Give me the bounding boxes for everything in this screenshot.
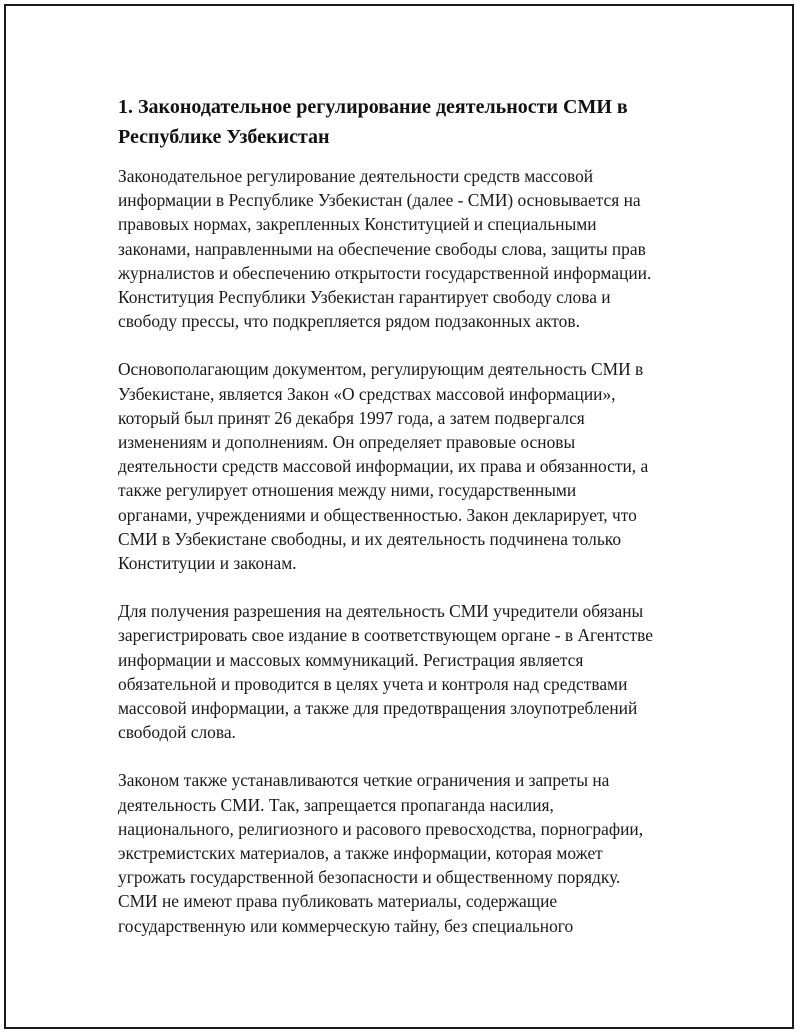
text-line: государственную или коммерческую тайну, без специального <box>118 915 574 936</box>
text-line: Узбекистане, является Закон «О средствах массовой информации», <box>118 383 616 404</box>
text-line: который был принят 26 декабря 1997 года, а затем подвергался <box>118 407 585 428</box>
text-line: обязательной и проводится в целях учета и контроля над средствами <box>118 673 628 694</box>
text-line: деятельность СМИ. Так, запрещается пропаганда насилия, <box>118 794 554 815</box>
text-line: массовой информации, а также для предотвращения злоупотреблений <box>118 698 638 719</box>
text-line: национального, религиозного и расового превосходства, порнографии, <box>118 818 644 839</box>
text-line: свободу прессы, что подкрепляется рядом подзаконных актов. <box>118 311 580 332</box>
text-line: СМИ не имеют права публиковать материалы, содержащие <box>118 891 558 912</box>
text-line: информации в Республике Узбекистан (далее - СМИ) основывается на <box>118 190 641 211</box>
text-line: изменениям и дополнениям. Он определяет правовые основы <box>118 432 576 453</box>
text-line: СМИ в Узбекистане свободны, и их деятельность подчинена только <box>118 528 622 549</box>
text-line: Для получения разрешения на деятельность СМИ учредители обязаны <box>118 601 644 622</box>
text-line: Основополагающим документом, регулирующим деятельность СМИ в <box>118 359 644 380</box>
text-line: угрожать государственной безопасности и общественному порядку. <box>118 867 621 888</box>
text-line: деятельности средств массовой информации, их права и обязанности, а <box>118 456 649 477</box>
text-line: Законом также устанавливаются четкие ограничения и запреты на <box>118 770 610 791</box>
text-line: свободой слова. <box>118 722 236 743</box>
text-line: также регулирует отношения между ними, государственными <box>118 480 577 501</box>
text-line: Конституции и законам. <box>118 553 297 574</box>
text-line: журналистов и обеспечению открытости государственной информации. <box>118 262 652 283</box>
text-line: зарегистрировать свое издание в соответствующем органе - в Агентстве <box>118 625 653 646</box>
text-line: экстремистских материалов, а также информации, которая может <box>118 843 603 864</box>
section-heading <box>118 92 698 152</box>
text-line: правовых нормах, закрепленных Конституцией и специальными <box>118 214 597 235</box>
paragraph-1 <box>118 164 698 333</box>
heading-line: Республике Узбекистан <box>118 126 330 148</box>
paragraph-2 <box>118 357 698 575</box>
document-body <box>118 92 698 962</box>
text-line: Законодательное регулирование деятельности средств массовой <box>118 166 594 186</box>
text-line: Конституция Республики Узбекистан гарантирует свободу слова и <box>118 287 611 308</box>
text-line: законами, направленными на обеспечение свободы слова, защиты прав <box>118 238 646 259</box>
paragraph-4 <box>118 768 698 937</box>
text-line: информации и массовых коммуникаций. Регистрация является <box>118 649 584 670</box>
text-line: органами, учреждениями и общественностью. Закон декларирует, что <box>118 504 637 525</box>
heading-line: 1. Законодательное регулирование деятельности СМИ в <box>118 96 628 118</box>
paragraph-3 <box>118 599 698 744</box>
